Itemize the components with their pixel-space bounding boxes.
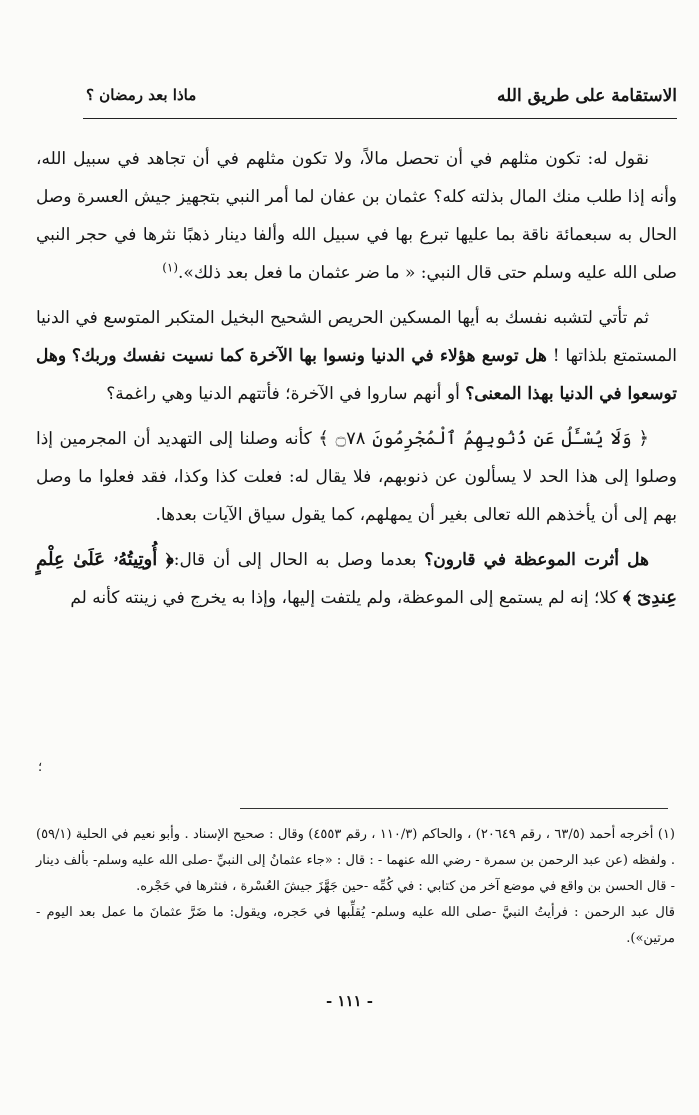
footnote-ref-1: (١) xyxy=(162,260,179,275)
paragraph-3-text: كأنه وصلنا إلى التهديد أن المجرمين إذا وصلوا إلى هذا الحد لا يسألون عن ذنوبهم، فلا يقال له: فعلت كذا وكذا، فقد فعلوا ما وصل بهم إلى أن يأخذهم الله تعالى بغير أن يمهلهم، كما يقول سياق الآيات بعدها. xyxy=(36,429,677,525)
paragraph-4 xyxy=(36,541,677,617)
main-text xyxy=(36,140,677,617)
paragraph-1-text: نقول له: تكون مثلهم في أن تحصل مالاً، ولا تكون مثلهم في أن تجاهد في سبيل الله، وأنه إذا طلب منك المال بذلته كله؟ عثمان بن عفان لما أمر النبي بتجهيز جيش العسرة وصل الحال به سبعمائة ناقة بما عليها تبرع بها في سبيل الله وألفا دينار ذهبًا نثرها في حجر النبي صلى الله عليه وسلم حتى قال النبي: « ما ضر عثمان ما فعل بعد ذلك». xyxy=(36,149,677,283)
footnote-1: (١) أخرجه أحمد (٦٣/٥ ، رقم ٢٠٦٤٩) ، والحاكم (١١٠/٣ ، رقم ٤٥٥٣) وقال : صحيح الإسناد . وأبو نعيم في الحلية (٥٩/١) . ولفظه (عن عبد الرحمن بن سمرة - رضي الله عنهما - : قال : «جاء عثمانُ إلى النبيِّ -صلى الله عليه وسلم- بألف دينار - قال الحسن بن واقع في موضع آخر من كتابي : في كُمِّه -حين جَهَّزَ جيشَ العُسْرة ، فنثرها في حَجْره. xyxy=(36,827,675,894)
paragraph-2-bold-question-2: وهل توسعوا في الدنيا بهذا المعنى؟ xyxy=(36,346,677,404)
footnote-1-continued: قال عبد الرحمن : فرأيتُ النبيَّ -صلى الله عليه وسلم- يُقلِّبها في حَجره، ويقول: ما ضَرَّ عثمانَ ما عمل بعد اليوم - مرتين»). xyxy=(36,905,675,946)
paragraph-2 xyxy=(36,299,677,413)
book-title: الاستقامة على طريق الله xyxy=(497,86,677,106)
stray-mark: ؛ xyxy=(38,760,43,775)
header-rule xyxy=(83,118,677,119)
running-header xyxy=(86,86,677,116)
paragraph-3 xyxy=(36,420,677,534)
footnote-rule xyxy=(240,808,668,809)
section-title: ماذا بعد رمضان ؟ xyxy=(86,86,197,104)
paragraph-4-bold-question: هل أثرت الموعظة في قارون؟ xyxy=(424,550,650,570)
quran-verse-2: ﴿ أُوتِيتُهُۥ عَلَىٰ عِلْمٍ عِندِىٓ ﴾ xyxy=(36,549,677,608)
page-number: - ١١١ - xyxy=(325,992,374,1010)
footnotes xyxy=(36,822,675,952)
paragraph-4-tail: كلا؛ إنه لم يستمع إلى الموعظة، ولم يلتفت إليها، وإذا به يخرج في زينته كأنه لم xyxy=(70,588,624,608)
paragraph-1 xyxy=(36,140,677,292)
paragraph-2-tail: أو أنهم ساروا في الآخرة؛ فأتتهم الدنيا وهي راغمة؟ xyxy=(106,384,466,404)
paragraph-4-text: بعدما وصل به الحال إلى أن قال: xyxy=(173,550,425,570)
paragraph-2-bold-question: هل توسع هؤلاء في الدنيا ونسوا بها الآخرة كما نسيت نفسك وربك؟ xyxy=(71,346,547,366)
paragraph-2-text: ثم تأتي لتشبه نفسك به أيها المسكين الحريص الشحيح البخيل المتكبر المتوسع في الدنيا المستمتع بلذاتها ! xyxy=(36,308,678,366)
quran-verse-1: ﴿ وَلَا يُسْـَٔلُ عَن ذُنُوبِهِمُ ٱلْمُجْرِمُونَ ۝٧٨ ﴾ xyxy=(318,428,649,449)
